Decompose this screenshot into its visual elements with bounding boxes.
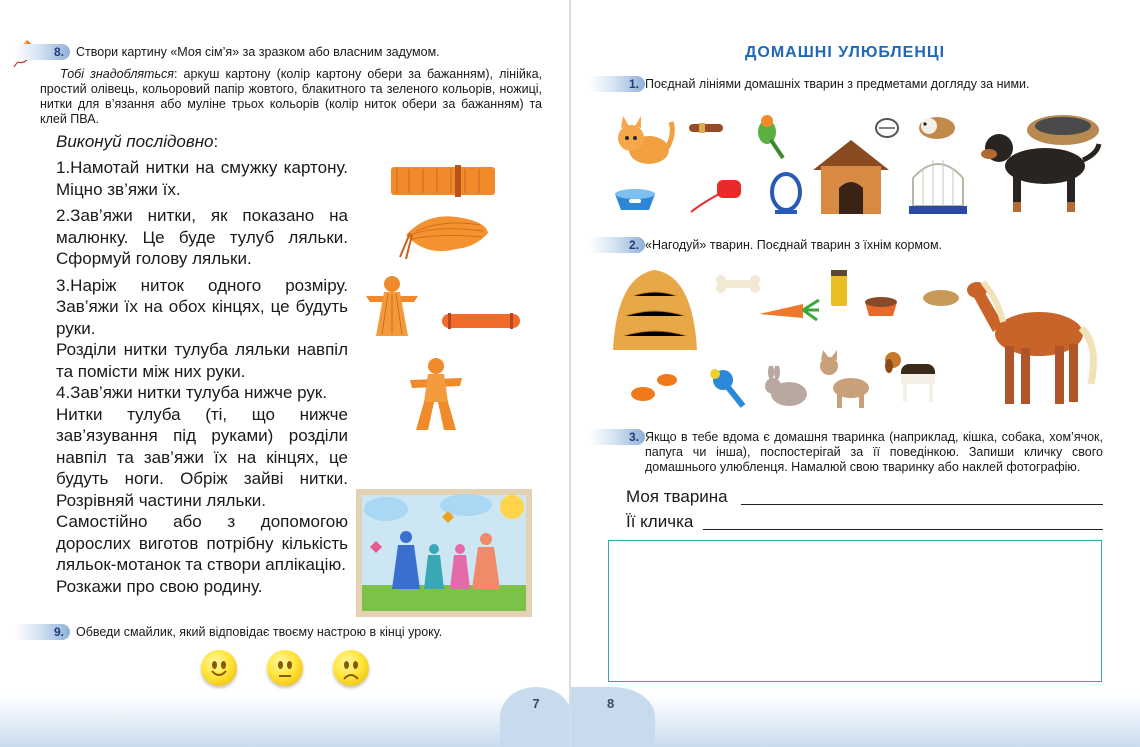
cat-image bbox=[817, 350, 875, 410]
task-9-number: 9. bbox=[14, 624, 70, 640]
bottom-band bbox=[571, 695, 1140, 747]
pet-food-bowl-image bbox=[863, 292, 899, 318]
left-page bbox=[0, 0, 569, 747]
hamster-wheel-image bbox=[769, 172, 803, 216]
pet-name-label: Її кличка bbox=[626, 512, 694, 531]
task-1-number: 1. bbox=[589, 76, 645, 92]
step-3: 3.Наріж ниток одного розміру. Зав’яжи їх на обох кінцях, це будуть руки. bbox=[56, 275, 348, 338]
parrot-small-image bbox=[749, 112, 789, 160]
yarn-arm-bundle-image bbox=[438, 310, 524, 332]
carrot-image bbox=[755, 296, 823, 324]
page-title: ДОМАШНІ УЛЮБЛЕНЦІ bbox=[745, 44, 946, 61]
beagle-image bbox=[881, 344, 947, 406]
haystack-image bbox=[609, 266, 701, 352]
doll-with-arms-image bbox=[362, 274, 422, 338]
my-pet-label: Моя тварина bbox=[626, 487, 728, 506]
macaw-image bbox=[705, 364, 747, 410]
sad-smiley-icon[interactable] bbox=[333, 650, 369, 686]
yarn-tassel-image bbox=[396, 207, 492, 263]
task-1-prompt: Поєднай лініями домашніх тварин з предметами догляду за ними. bbox=[645, 77, 1030, 91]
sequence-heading: Виконуй послідовно: bbox=[56, 132, 219, 151]
doghouse-image bbox=[809, 136, 893, 218]
finished-doll-image bbox=[408, 356, 464, 432]
family-applique-image bbox=[356, 489, 532, 617]
bottom-band bbox=[0, 695, 569, 747]
step-4: 4.Зав’яжи нитки тулуба нижче рук. bbox=[56, 383, 328, 402]
leash-image bbox=[687, 176, 749, 216]
pet-name-line[interactable] bbox=[703, 529, 1103, 530]
page-number-8: 8 bbox=[571, 687, 655, 747]
step-5: Самостійно або з допомогою дорослих виготов потрібну кількість ляльок-мотанок та створи аплікацію. bbox=[56, 512, 348, 574]
task-8-number: 8. bbox=[14, 44, 70, 60]
collar-image bbox=[687, 118, 725, 138]
steps-list bbox=[56, 157, 348, 597]
my-pet-line[interactable] bbox=[741, 504, 1103, 505]
materials-text: : аркуш картону (колір картону обери за бажанням), лінійка, простий олівець, кольоровий папір жовтого, блакитного та зеленого кольорів, ножиці, нитки для в’язання або муліне трьох кольорів (колір ниток обери за бажанням) та клей ПВА. bbox=[40, 67, 542, 126]
seeds-image bbox=[921, 282, 961, 308]
task-2-number: 2. bbox=[589, 237, 645, 253]
task-3-number: 3. bbox=[589, 429, 645, 445]
task-3-prompt: Якщо в тебе вдома є домашня тваринка (наприклад, кішка, собака, хом’ячок, папуга чи інша), поспостерігай за її поведінкою. Запиши кличку свого домашнього улюбленця. Намалюй свою тваринку або наклей фотографію. bbox=[645, 430, 1103, 474]
drawing-box[interactable] bbox=[608, 540, 1102, 682]
step-3b: Розділи нитки тулуба ляльки навпіл та помісти між них руки. bbox=[56, 340, 348, 381]
rabbit-image bbox=[761, 366, 809, 408]
kitten-image bbox=[611, 104, 677, 174]
step-4b: Нитки тулуба (ті, що нижче зав’язування під руками) розділи навпіл та зав’яжи їх на кінцях, це будуть ноги. Обріж зайві нитки. Розрівняй частини ляльки. bbox=[56, 404, 348, 510]
neutral-smiley-icon[interactable] bbox=[267, 650, 303, 686]
step-2: 2.Зав’яжи нитки, як показано на малюнку. Це буде тулуб ляльки. Сформуй голову ляльки. bbox=[56, 206, 348, 268]
task-8-materials bbox=[40, 67, 542, 127]
step-1: 1.Намотай нитки на смужку картону. Міцно зв’яжи їх. bbox=[56, 158, 348, 199]
horse-image bbox=[963, 274, 1103, 410]
happy-smiley-icon[interactable] bbox=[201, 650, 237, 686]
guinea-pig-image bbox=[917, 112, 957, 140]
materials-label: Тобі знадобляться bbox=[60, 67, 174, 81]
task-2-prompt: «Нагодуй» тварин. Поєднай тварин з їхнім кормом. bbox=[645, 238, 943, 252]
step-6: Розкажи про свою родину. bbox=[56, 576, 263, 596]
yarn-skein-image bbox=[389, 163, 499, 199]
birdcage-image bbox=[907, 148, 969, 218]
page-number-7: 7 bbox=[500, 687, 569, 747]
goldfish-image bbox=[627, 366, 683, 408]
task-8-prompt: Створи картину «Моя сім’я» за зразком або власним задумом. bbox=[76, 45, 440, 59]
rottweiler-image bbox=[979, 126, 1103, 218]
right-page bbox=[571, 0, 1140, 747]
pet-bowl-image bbox=[611, 186, 659, 214]
bone-image bbox=[713, 272, 763, 296]
fish-food-jar-image bbox=[829, 268, 849, 308]
task-9-prompt: Обведи смайлик, який відповідає твоєму настрою в кінці уроку. bbox=[76, 625, 443, 639]
